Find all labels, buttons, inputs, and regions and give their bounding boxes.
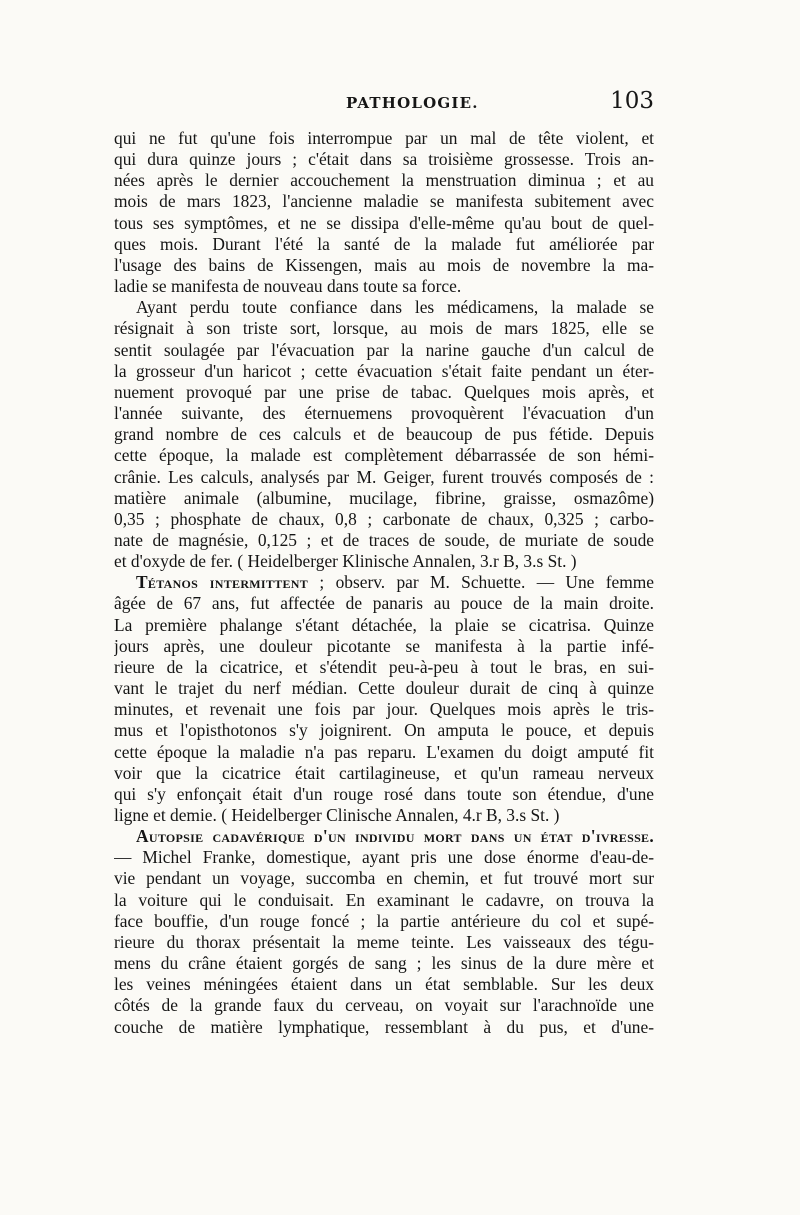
section-title-autopsie: Autopsie cadavérique d'un individu mort dans un état d'ivresse. [136, 826, 654, 847]
text-line: mois de mars 1823, l'ancienne maladie se manifesta subitement avec [114, 191, 654, 212]
text-line: grand nombre de ces calculs et de beaucoup de pus fétide. Depuis [114, 424, 654, 445]
text-line: qui s'y enfonçait était d'un rouge rosé dans toute son étendue, d'une [114, 783, 654, 804]
text-line: rieure de la cicatrice, et s'étendit peu-à-peu à tout le bras, en sui- [114, 656, 654, 677]
text-line: nées après le dernier accouchement la menstruation diminua ; et au [114, 170, 654, 191]
running-head: PATHOLOGIE. [346, 94, 479, 112]
paragraph-tetanos [114, 572, 654, 826]
text-line: La première phalange s'étant détachée, la plaie se cicatrisa. Quinze [114, 614, 654, 635]
text-line: mens du crâne étaient gorgés de sang ; les sinus de la dure mère et [114, 953, 654, 974]
text-line: rieure du thorax présentait la meme teinte. Les vaisseaux des tégu- [114, 931, 654, 952]
text-line: crânie. Les calculs, analysés par M. Geiger, furent trouvés composés de : [114, 466, 654, 487]
text-line: cette époque, la malade est complètement débarrassée de son hémi- [114, 445, 654, 466]
text-line: qui dura quinze jours ; c'était dans sa troisième grossesse. Trois an- [114, 149, 654, 170]
text-line: matière animale (albumine, mucilage, fibrine, graisse, osmazôme) [114, 487, 654, 508]
text-line: nate de magnésie, 0,125 ; et de traces de soude, de muriate de soude [114, 529, 654, 550]
section-heading-line [114, 572, 654, 593]
text-line: nuement provoqué par une prise de tabac. Quelques mois après, et [114, 381, 654, 402]
section-title-rest: ; observ. par M. Schuette. — Une femme [308, 572, 654, 593]
text-line: ques mois. Durant l'été la santé de la malade fut améliorée par [114, 233, 654, 254]
text-line: l'usage des bains de Kissengen, mais au mois de novembre la ma- [114, 254, 654, 275]
text-line: cette époque la maladie n'a pas reparu. L'examen du doigt amputé fit [114, 741, 654, 762]
text-line: la voiture qui le conduisait. En examinant le cadavre, on trouva la [114, 889, 654, 910]
text-line: mus et l'opisthotonos s'y joignirent. On amputa le pouce, et depuis [114, 720, 654, 741]
text-line: la grosseur d'un haricot ; cette évacuation s'était faite pendant un éter- [114, 360, 654, 381]
text-line: couche de matière lymphatique, ressemblant à du pus, et d'une- [114, 1016, 654, 1037]
text-line: qui ne fut qu'une fois interrompue par un mal de tête violent, et [114, 128, 654, 148]
paragraph-calculs [114, 297, 654, 572]
text-line: 0,35 ; phosphate de chaux, 0,8 ; carbonate de chaux, 0,325 ; carbo- [114, 508, 654, 529]
body-text [114, 128, 654, 1038]
text-line: vant le trajet du nerf médian. Cette douleur durait de cinq à quinze [114, 678, 654, 699]
text-line: minutes, et revenait une fois par jour. Quelques mois après le tris- [114, 699, 654, 720]
page-number: 103 [610, 88, 654, 114]
text-line: face bouffie, d'un rouge foncé ; la partie antérieure du col et supé- [114, 910, 654, 931]
text-line: Ayant perdu toute confiance dans les médicamens, la malade se [136, 297, 654, 318]
text-line: résignait à son triste sort, lorsque, au mois de mars 1825, elle se [114, 318, 654, 339]
text-line: l'année suivante, des éternuemens provoquèrent l'évacuation d'un [114, 403, 654, 424]
text-line: — Michel Franke, domestique, ayant pris une dose énorme d'eau-de- [114, 847, 654, 868]
section-title-tetanos: Tétanos intermittent [136, 572, 309, 593]
text-line: et d'oxyde de fer. ( Heidelberger Klinische Annalen, 3.r B, 3.s St. ) [114, 551, 577, 572]
paragraph-autopsie [114, 826, 654, 1038]
page-header [114, 88, 654, 118]
text-line: âgée de 67 ans, fut affectée de panaris au pouce de la main droite. [114, 593, 654, 614]
text-line: ligne et demie. ( Heidelberger Clinische Annalen, 4.r B, 3.s St. ) [114, 805, 560, 825]
text-line: ladie se manifesta de nouveau dans toute sa force. [114, 276, 462, 297]
text-line: les veines méningées étaient dans un état semblable. Sur les deux [114, 974, 654, 995]
paragraph-continuation [114, 128, 654, 297]
text-line: vie pendant un voyage, succomba en chemin, et fut trouvé mort sur [114, 868, 654, 889]
text-line: voir que la cicatrice était cartilagineuse, et qu'un rameau nerveux [114, 762, 654, 783]
text-line: sentit soulagée par l'évacuation par la narine gauche d'un calcul de [114, 339, 654, 360]
text-line: côtés de la grande faux du cerveau, on voyait sur l'arachnoïde une [114, 995, 654, 1016]
text-line: jours après, une douleur picotante se manifesta à la partie infé- [114, 635, 654, 656]
text-line: tous ses symptômes, et ne se dissipa d'elle-même qu'au bout de quel- [114, 212, 654, 233]
